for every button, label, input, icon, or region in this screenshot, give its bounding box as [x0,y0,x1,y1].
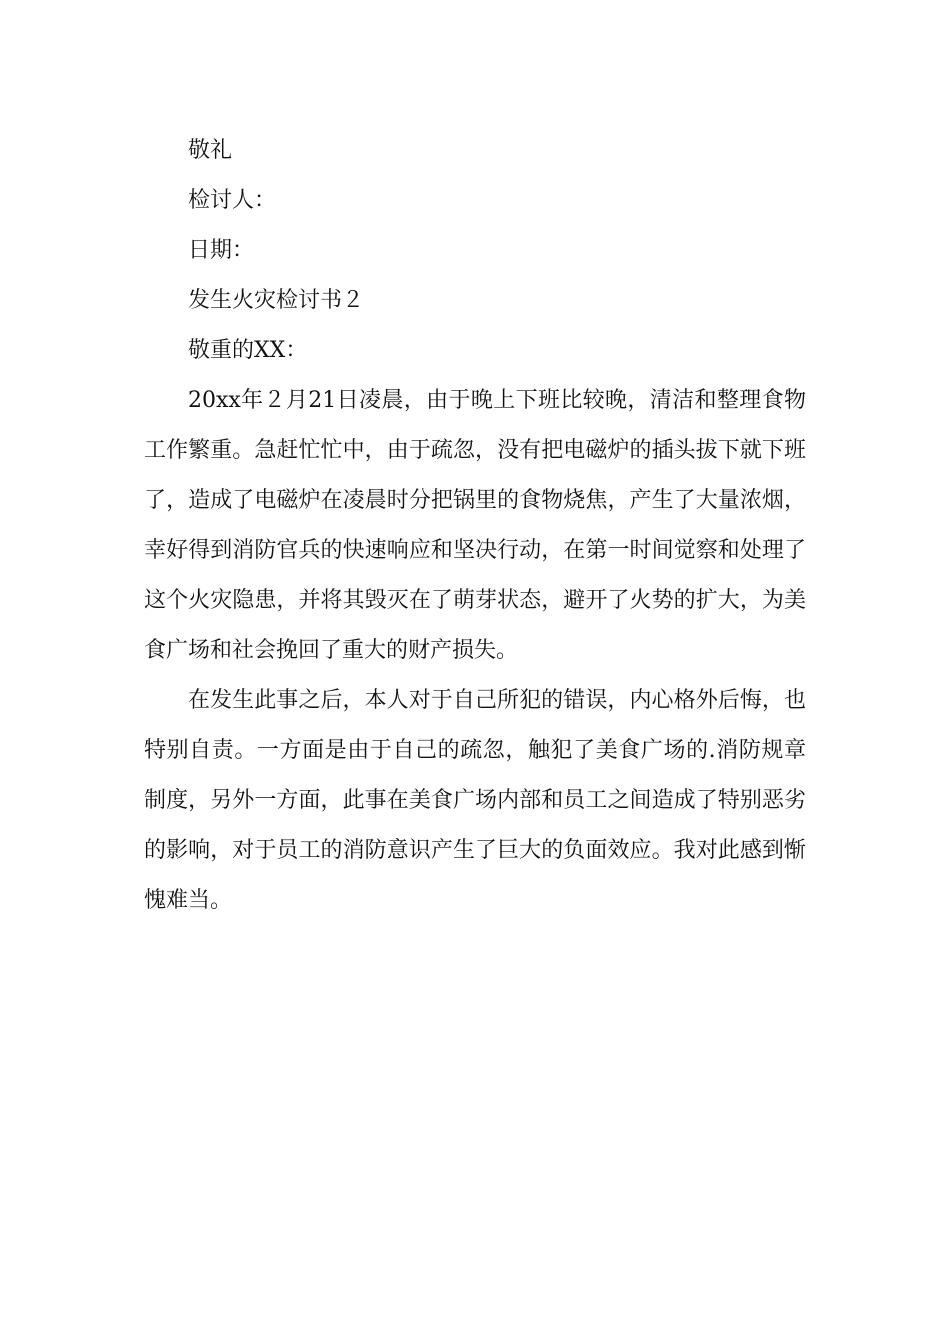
closing-line: 敬礼 [188,138,233,163]
paragraph-incident: 20xx年２月21日凌晨，由于晚上下班比较晚，清洁和整理食物工作繁重。急赶忙忙中，由于疏忽，没有把电磁炉的插头拔下就下班了，造成了电磁炉在凌晨时分把锅里的食物烧焦，产生了大量浓烟，幸好得到消防官兵的快速响应和坚决行动，在第一时间觉察和处理了这个火灾隐患，并将其毁灭在了萌芽状态，避开了火势的扩大，为美食广场和社会挽回了重大的财产损失。 [144,388,806,663]
salutation: 敬重的XX： [188,338,308,363]
signer-label: 检讨人： [188,188,277,213]
section-title: 发生火灾检讨书２ [188,288,365,313]
date-label: 日期： [188,238,255,263]
paragraph-reflection: 在发生此事之后，本人对于自己所犯的错误，内心格外后悔，也特别自责。一方面是由于自己的疏忽，触犯了美食广场的.消防规章制度，另外一方面，此事在美食广场内部和员工之间造成了特别恶劣的影响，对于员工的消防意识产生了巨大的负面效应。我对此感到惭愧难当。 [144,688,806,913]
document-body [144,126,806,926]
